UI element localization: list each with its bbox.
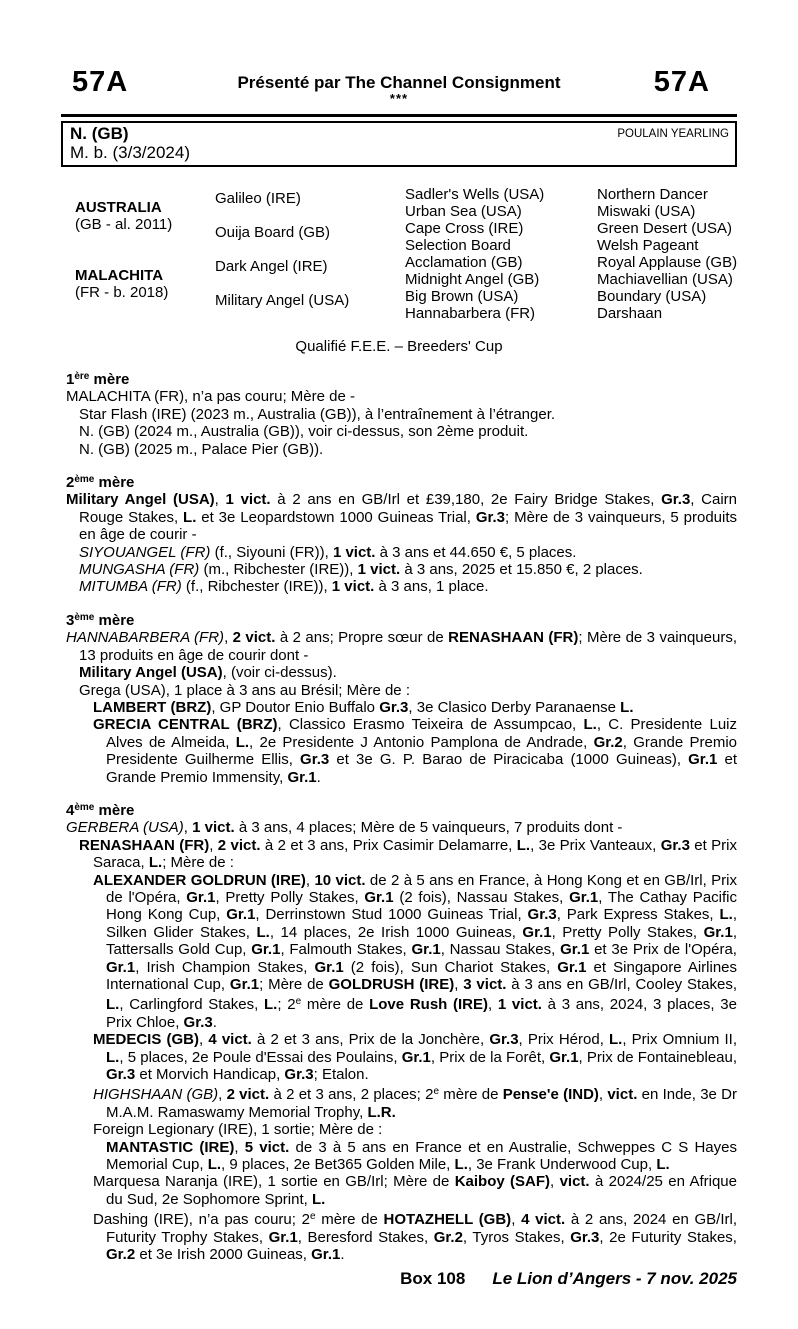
dam-name: MALACHITA bbox=[75, 267, 164, 284]
text-run: , Falmouth Stakes, bbox=[280, 941, 412, 959]
text-run: Gr.3 bbox=[183, 1013, 213, 1031]
text-run: ère bbox=[74, 371, 90, 382]
text-run: , Beresford Stakes, bbox=[297, 1228, 434, 1246]
text-run: Gr.1 bbox=[314, 958, 344, 976]
text-run: Gr.3 bbox=[660, 836, 690, 854]
text-run: , 3e Clasico Derby Paranaense bbox=[408, 698, 621, 716]
text-run: Gr.1 bbox=[229, 976, 260, 993]
text-run: L. bbox=[148, 854, 163, 872]
text-run: Gr.3 bbox=[379, 698, 409, 716]
pedigree-gen4-cell: Boundary (USA) bbox=[597, 288, 707, 305]
pedigree-gen4-cell: Green Desert (USA) bbox=[597, 220, 733, 237]
pedigree-gen4-cell: Welsh Pageant bbox=[597, 237, 699, 254]
birth-info: M. b. (3/3/2024) bbox=[70, 143, 191, 162]
text-run: Gr.1 bbox=[364, 888, 394, 906]
text-run: , bbox=[511, 1211, 522, 1229]
text-run: 2 vict. bbox=[232, 629, 276, 647]
pedigree-gen3-cell: Midnight Angel (GB) bbox=[405, 271, 540, 288]
text-run: HIGHSHAAN (GB) bbox=[93, 1086, 219, 1104]
pedigree-gen4-cell: Darshaan bbox=[597, 305, 663, 322]
pedigree-paragraph bbox=[66, 819, 737, 836]
text-run: Grega (USA), 1 place à 3 ans au Brésil; Mère de : bbox=[79, 681, 410, 699]
text-run: L. bbox=[620, 698, 634, 716]
text-run: Dashing (IRE), n’a pas couru; 2 bbox=[93, 1211, 310, 1229]
text-run: ; Mère de 3 vainqueurs, 13 produits en âge de courir dont - bbox=[79, 629, 737, 664]
text-run: Gr.1 bbox=[703, 923, 733, 941]
text-run: et Singapore Airlines International Cup, bbox=[106, 958, 737, 993]
text-run: 1 vict. bbox=[357, 561, 401, 579]
pedigree-sections bbox=[66, 368, 737, 1264]
pedigree-paragraph bbox=[66, 664, 737, 681]
pedigree-paragraph bbox=[66, 423, 737, 440]
text-run: ème bbox=[74, 801, 95, 813]
text-run: Gr.2 bbox=[593, 733, 623, 751]
pedigree-gen3-cell: Big Brown (USA) bbox=[405, 288, 519, 305]
text-run: , Irish Champion Stakes, bbox=[135, 958, 315, 976]
text-run: L. bbox=[207, 1156, 222, 1174]
text-run: mère de bbox=[439, 1086, 503, 1104]
pedigree-gen3-cell: Cape Cross (IRE) bbox=[405, 220, 524, 237]
text-run: e bbox=[309, 1211, 316, 1223]
text-run: Gr.3 bbox=[284, 1066, 314, 1084]
text-run: ème bbox=[74, 474, 95, 486]
text-run: , GP Doutor Enio Buffalo bbox=[211, 698, 380, 716]
name-box bbox=[61, 121, 737, 167]
text-run: Gr.3 bbox=[570, 1228, 600, 1246]
lot-number-right: 57A bbox=[653, 66, 710, 98]
pedigree-paragraph bbox=[66, 441, 737, 458]
text-run: (2 fois), Sun Chariot Stakes, bbox=[343, 958, 558, 976]
stars-separator: *** bbox=[389, 91, 409, 106]
pedigree-paragraph bbox=[66, 872, 737, 1032]
text-run: 4 vict. bbox=[521, 1211, 566, 1229]
pedigree-paragraph bbox=[66, 1173, 737, 1208]
pedigree-paragraph bbox=[66, 1031, 737, 1083]
text-run: GRECIA CENTRAL (BRZ) bbox=[93, 716, 278, 734]
text-run: 2 vict. bbox=[217, 836, 261, 854]
text-run: Gr.1 bbox=[401, 1048, 431, 1066]
pedigree-paragraph bbox=[66, 682, 737, 699]
text-run: 1 vict. bbox=[331, 578, 375, 596]
pedigree-paragraph bbox=[66, 561, 737, 578]
text-run: et Prix Saraca, bbox=[93, 836, 738, 872]
text-run: 1 vict. bbox=[192, 819, 235, 837]
text-run: à 2024/25 en Afrique du Sud, 2e Sophomore Sprint, bbox=[106, 1173, 737, 1208]
pedigree-gen2-cell: Ouija Board (GB) bbox=[215, 224, 331, 241]
text-run: à 3 ans en GB/Irl, Cooley Stakes, bbox=[506, 976, 738, 993]
text-run: Gr.3 bbox=[475, 508, 506, 526]
text-run: à 2 ans; Propre sœur de bbox=[275, 629, 449, 647]
text-run: , Classico Erasmo Teixeira de Assumpcao, bbox=[277, 716, 584, 734]
text-run: , C. Presidente Luiz Alves de Almeida, bbox=[106, 716, 738, 751]
text-run: Gr.1 bbox=[226, 906, 256, 924]
text-run: 10 vict. bbox=[314, 871, 366, 889]
pedigree-gen3-cell: Sadler's Wells (USA) bbox=[405, 186, 545, 203]
text-run: Gr.1 bbox=[411, 941, 441, 959]
pedigree-gen4-cell: Miswaki (USA) bbox=[597, 203, 696, 220]
text-run: mère bbox=[94, 611, 135, 629]
pedigree-paragraph bbox=[66, 699, 737, 716]
text-run: Pense'e (IND) bbox=[502, 1086, 599, 1104]
text-run: (m., Ribchester (IRE)), bbox=[199, 561, 358, 579]
pedigree-gen2-cell: Dark Angel (IRE) bbox=[215, 258, 328, 275]
section-heading bbox=[66, 799, 737, 819]
pedigree-gen3-cell: Selection Board bbox=[405, 237, 511, 254]
horse-name: N. (GB) bbox=[70, 124, 129, 143]
text-run: 4 vict. bbox=[208, 1031, 252, 1049]
text-run: (f., Ribchester (IRE)), bbox=[181, 578, 332, 596]
box-number: Box 108 bbox=[400, 1268, 466, 1288]
section-deuxieme-mere bbox=[66, 471, 737, 596]
text-run: (f., Siyouni (FR)), bbox=[210, 543, 333, 561]
text-run: à 2 et 3 ans, Prix Casimir Delamarre, bbox=[260, 836, 517, 854]
text-run: Marquesa Naranja (IRE), 1 sortie en GB/Irl; Mère de bbox=[93, 1173, 455, 1191]
text-run: , The Cathay Pacific Hong Kong Cup, bbox=[106, 888, 737, 924]
text-run: en Inde, 3e Dr M.A.M. Ramaswamy Memorial Trophy, bbox=[106, 1086, 737, 1121]
pedigree-paragraph bbox=[66, 491, 737, 543]
text-run: HOTAZHELL (GB) bbox=[383, 1211, 512, 1229]
text-run: , Prix de la Forêt, bbox=[430, 1048, 550, 1066]
category-label: POULAIN YEARLING bbox=[617, 128, 729, 140]
text-run: GERBERA (USA) bbox=[66, 819, 184, 837]
text-run: , bbox=[199, 1031, 209, 1049]
pedigree-gen3-cell: Urban Sea (USA) bbox=[405, 203, 522, 220]
text-run: Gr.1 bbox=[549, 1048, 579, 1066]
text-run: , Carlingford Stakes, bbox=[119, 996, 265, 1014]
pedigree-gen4-cell: Royal Applause (GB) bbox=[597, 254, 738, 271]
text-run: , 14 places, 2e Irish 1000 Guineas, bbox=[269, 923, 523, 941]
text-run: L. bbox=[183, 508, 197, 526]
text-run: à 3 ans, 4 places; Mère de 5 vainqueurs, 7 produits dont - bbox=[234, 819, 623, 837]
text-run: , bbox=[218, 1086, 227, 1104]
text-run: MEDECIS (GB) bbox=[93, 1031, 199, 1049]
text-run: L. bbox=[609, 1031, 623, 1049]
text-run: Gr.1 bbox=[268, 1228, 298, 1246]
text-run: à 3 ans, 2024, 3 places, 3e Prix Chloe, bbox=[106, 996, 737, 1031]
section-heading bbox=[66, 368, 737, 388]
text-run: et 3e G. P. Barao de Piracicaba (1000 Guineas), bbox=[329, 751, 689, 769]
text-run: , bbox=[488, 996, 498, 1014]
text-run: 5 vict. bbox=[244, 1138, 290, 1156]
text-run: à 3 ans, 1 place. bbox=[374, 578, 489, 596]
text-run: à 2 et 3 ans, Prix de la Jonchère, bbox=[251, 1031, 490, 1049]
text-run: à 3 ans et 44.650 €, 5 places. bbox=[375, 543, 577, 561]
text-run: 2 bbox=[66, 474, 75, 492]
text-run: Gr.1 bbox=[106, 958, 136, 976]
text-run: MUNGASHA (FR) bbox=[79, 561, 200, 579]
text-run: L. bbox=[516, 836, 531, 854]
text-run: , Nassau Stakes, bbox=[440, 941, 561, 959]
text-run: et Grande Premio Immensity, bbox=[106, 751, 737, 786]
text-run: e bbox=[433, 1086, 440, 1098]
text-run: ; Etalon. bbox=[313, 1066, 369, 1084]
text-run: N. (GB) (2024 m., Australia (GB)), voir ci-dessus, son 2ème produit. bbox=[79, 423, 529, 441]
pedigree-gen2-cell: Galileo (IRE) bbox=[215, 190, 301, 207]
text-run: MALACHITA (FR), n’a pas couru; Mère de - bbox=[66, 388, 355, 406]
text-run: Gr.1 bbox=[251, 941, 281, 959]
text-run: , Prix Omnium II, bbox=[622, 1031, 737, 1049]
text-run: Gr.1 bbox=[569, 888, 599, 906]
text-run: Gr.2 bbox=[433, 1228, 463, 1246]
text-run: et Morvich Handicap, bbox=[135, 1066, 285, 1084]
text-run: ; 2 bbox=[277, 996, 296, 1014]
text-run: vict. bbox=[607, 1086, 638, 1104]
text-run: . bbox=[316, 768, 321, 786]
text-run: , Tyros Stakes, bbox=[462, 1228, 571, 1246]
text-run: 2 vict. bbox=[226, 1086, 270, 1104]
section-premiere-mere bbox=[66, 368, 737, 458]
text-run: Gr.1 bbox=[557, 958, 587, 976]
venue-date: Le Lion d’Angers - 7 nov. 2025 bbox=[492, 1268, 737, 1288]
lot-number-left: 57A bbox=[72, 66, 129, 98]
text-run: . bbox=[212, 1013, 217, 1031]
text-run: , Silken Glider Stakes, bbox=[106, 906, 737, 941]
text-run: Gr.1 bbox=[688, 751, 718, 769]
text-run: 4 bbox=[66, 801, 75, 819]
text-run: à 2 et 3 ans, 2 places; 2 bbox=[269, 1086, 434, 1104]
text-run: . bbox=[340, 1246, 345, 1264]
text-run: , Prix de Fontainebleau, bbox=[578, 1048, 738, 1066]
text-run: Gr.3 bbox=[489, 1031, 519, 1049]
text-run: et 3e Irish 2000 Guineas, bbox=[135, 1246, 312, 1264]
text-run: ème bbox=[74, 611, 95, 623]
text-run: ALEXANDER GOLDRUN (IRE) bbox=[93, 871, 306, 889]
text-run: RENASHAAN (FR) bbox=[79, 836, 210, 854]
text-run: , 2e Futurity Stakes, bbox=[599, 1228, 737, 1246]
text-run: , bbox=[305, 871, 315, 889]
pedigree-table bbox=[0, 186, 798, 327]
page-footer bbox=[0, 1269, 737, 1289]
text-run: L. bbox=[256, 923, 270, 941]
text-run: , Tattersalls Gold Cup, bbox=[106, 923, 737, 959]
text-run: mère de bbox=[315, 1211, 384, 1229]
text-run: , bbox=[550, 1173, 560, 1191]
text-run: Kaiboy (SAF) bbox=[454, 1173, 551, 1191]
text-run: à 3 ans, 2025 et 15.850 €, 2 places. bbox=[400, 561, 643, 579]
text-run: L. bbox=[311, 1190, 326, 1208]
dam-origin: (FR - b. 2018) bbox=[75, 284, 169, 301]
text-run: Star Flash (IRE) (2023 m., Australia (GB)), à l’entraînement à l’étranger. bbox=[79, 405, 556, 423]
text-run: L.R. bbox=[367, 1103, 396, 1121]
text-run: vict. bbox=[559, 1173, 590, 1191]
text-run: à 2 ans en GB/Irl et £39,180, 2e Fairy Bridge Stakes, bbox=[270, 491, 662, 509]
text-run: 1 vict. bbox=[332, 543, 376, 561]
text-run: SIYOUANGEL (FR) bbox=[79, 543, 211, 561]
text-run: (2 fois), Nassau Stakes, bbox=[393, 888, 570, 906]
text-run: Gr.1 bbox=[311, 1246, 341, 1264]
text-run: Gr.3 bbox=[527, 906, 557, 924]
pedigree-paragraph bbox=[66, 1139, 737, 1174]
text-run: 1 vict. bbox=[225, 491, 271, 509]
text-run: L. bbox=[583, 716, 597, 734]
text-run: de 3 à 5 ans en France et en Australie, Schweppes C S Hayes Memorial Cup, bbox=[106, 1138, 737, 1174]
text-run: 1 bbox=[66, 371, 75, 388]
text-run: Gr.3 bbox=[300, 751, 330, 769]
qualification-note: Qualifié F.E.E. – Breeders' Cup bbox=[295, 338, 503, 355]
text-run: e bbox=[295, 996, 302, 1008]
text-run: ; Mère de bbox=[259, 976, 329, 993]
text-run: , Prix Hérod, bbox=[518, 1031, 610, 1049]
pedigree-gen4-cell: Machiavellian (USA) bbox=[597, 271, 733, 288]
sire-origin: (GB - al. 2011) bbox=[75, 216, 173, 233]
text-run: L. bbox=[106, 1048, 120, 1066]
text-run: L. bbox=[106, 996, 120, 1014]
text-run: , 2e Presidente J Antonio Pamplona de Andrade, bbox=[249, 733, 594, 751]
text-run: L. bbox=[264, 996, 278, 1014]
text-run: L. bbox=[454, 1156, 468, 1174]
presenter-title: Présenté par The Channel Consignment bbox=[237, 73, 561, 92]
text-run: et 3e Leopardstown 1000 Guineas Trial, bbox=[196, 508, 476, 526]
text-run: ; Mère de 3 vainqueurs, 5 produits en âge de courir - bbox=[79, 508, 738, 544]
text-run: Military Angel (USA) bbox=[79, 664, 223, 682]
text-run: HANNABARBERA (FR) bbox=[66, 629, 225, 647]
text-run: , 3e Frank Underwood Cup, bbox=[467, 1156, 657, 1174]
text-run: mère bbox=[89, 371, 130, 388]
text-run: de 2 à 5 ans en France, à Hong Kong et en GB/Irl, Prix de l'Opéra, bbox=[106, 871, 737, 906]
text-run: Gr.3 bbox=[106, 1066, 136, 1084]
text-run: , bbox=[234, 1138, 245, 1156]
pedigree-paragraph bbox=[66, 1121, 737, 1138]
pedigree-paragraph bbox=[66, 388, 737, 405]
text-run: ; Mère de : bbox=[162, 854, 234, 872]
text-run: 3 vict. bbox=[463, 976, 507, 993]
text-run: , bbox=[183, 819, 193, 837]
pedigree-gen3-cell: Acclamation (GB) bbox=[405, 254, 523, 271]
page-header bbox=[0, 0, 798, 114]
text-run: Gr.1 bbox=[560, 941, 590, 959]
text-run: , Derrinstown Stud 1000 Guineas Trial, bbox=[255, 906, 528, 924]
text-run: GOLDRUSH (IRE) bbox=[328, 976, 455, 993]
pedigree-gen3-cell: Hannabarbera (FR) bbox=[405, 305, 536, 322]
pedigree-paragraph bbox=[66, 716, 737, 786]
section-quatrieme-mere bbox=[66, 799, 737, 1264]
text-run: Gr.1 bbox=[522, 923, 552, 941]
text-run: Gr.1 bbox=[287, 768, 317, 786]
section-troisieme-mere bbox=[66, 609, 737, 786]
pedigree-paragraph bbox=[66, 1208, 737, 1263]
text-run: mère bbox=[94, 474, 135, 492]
text-run: RENASHAAN (FR) bbox=[448, 629, 579, 647]
thick-rule bbox=[61, 114, 737, 117]
text-run: MITUMBA (FR) bbox=[79, 578, 182, 596]
section-heading bbox=[66, 609, 737, 629]
pedigree-gen4-cell: Northern Dancer bbox=[597, 186, 708, 203]
pedigree-paragraph bbox=[66, 544, 737, 561]
text-run: mère bbox=[94, 801, 135, 819]
text-run: , 5 places, 2e Poule d'Essai des Poulains, bbox=[119, 1048, 402, 1066]
pedigree-paragraph bbox=[66, 837, 737, 872]
text-run: , Park Express Stakes, bbox=[556, 906, 720, 924]
pedigree-paragraph bbox=[66, 578, 737, 595]
text-run: Gr.3 bbox=[661, 491, 691, 509]
text-run: , bbox=[598, 1086, 608, 1104]
text-run: LAMBERT (BRZ) bbox=[93, 698, 212, 716]
text-run: L. bbox=[656, 1156, 670, 1174]
text-run: , bbox=[454, 976, 464, 993]
text-run: et 3e Prix de l'Opéra, bbox=[589, 941, 737, 959]
text-run: L. bbox=[235, 733, 250, 751]
text-run: N. (GB) (2025 m., Palace Pier (GB)). bbox=[79, 440, 324, 458]
text-run: , Grande Premio Presidente Guilherme Ellis, bbox=[106, 733, 738, 769]
text-run: , 3e Prix Vanteaux, bbox=[530, 836, 661, 854]
pedigree-paragraph bbox=[66, 406, 737, 423]
text-run: Foreign Legionary (IRE), 1 sortie; Mère de : bbox=[93, 1121, 383, 1139]
text-run: , bbox=[214, 491, 226, 509]
pedigree-paragraph bbox=[66, 1083, 737, 1121]
text-run: 1 vict. bbox=[497, 996, 542, 1014]
sire-name: AUSTRALIA bbox=[75, 199, 162, 216]
text-run: L. bbox=[719, 906, 733, 924]
text-run: Love Rush (IRE) bbox=[369, 996, 489, 1014]
pedigree-paragraph bbox=[66, 629, 737, 664]
text-run: 3 bbox=[66, 611, 75, 629]
text-run: , (voir ci-dessus). bbox=[222, 664, 337, 682]
text-run: Military Angel (USA) bbox=[66, 491, 215, 509]
text-run: à 2 ans, 2024 en GB/Irl, Futurity Trophy Stakes, bbox=[106, 1211, 738, 1246]
text-run: , Pretty Polly Stakes, bbox=[215, 888, 365, 906]
text-run: Gr.2 bbox=[106, 1246, 136, 1264]
text-run: , Cairn Rouge Stakes, bbox=[79, 491, 738, 526]
text-run: , Pretty Polly Stakes, bbox=[551, 923, 704, 941]
pedigree-gen2-cell: Military Angel (USA) bbox=[215, 292, 350, 309]
text-run: , bbox=[224, 629, 233, 647]
text-run: MANTASTIC (IRE) bbox=[106, 1138, 235, 1156]
text-run: mère de bbox=[301, 996, 370, 1014]
section-heading bbox=[66, 471, 737, 491]
text-run: Gr.1 bbox=[186, 888, 216, 906]
text-run: , bbox=[209, 836, 218, 854]
text-run: , 9 places, 2e Bet365 Golden Mile, bbox=[221, 1156, 455, 1174]
